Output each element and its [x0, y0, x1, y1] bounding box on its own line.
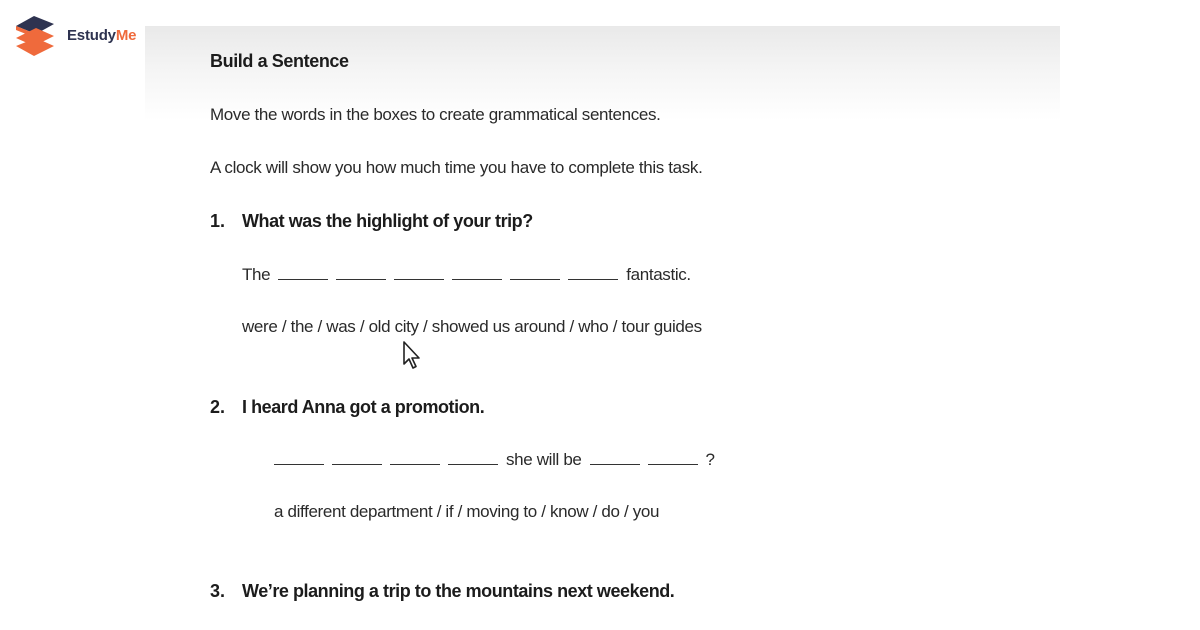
brand-name-part1: Estudy: [67, 26, 116, 44]
brand-name-part2: Me: [115, 26, 137, 44]
answer-blank[interactable]: [648, 450, 698, 465]
answer-blank[interactable]: [452, 265, 502, 280]
page-title: Build a Sentence: [210, 51, 349, 71]
question-2-sentence-middle: she will be: [506, 450, 582, 469]
question-1-number: 1.: [210, 211, 226, 231]
instruction-2: A clock will show you how much time you have to complete this task.: [210, 158, 703, 177]
question-2-number: 2.: [210, 397, 226, 417]
brand-logo: [12, 14, 136, 56]
question-1-prompt: What was the highlight of your trip?: [242, 211, 533, 231]
question-2-sentence: [274, 450, 715, 470]
question-2-sentence-end: ?: [705, 450, 715, 469]
answer-blank[interactable]: [448, 450, 498, 465]
answer-blank[interactable]: [590, 450, 640, 465]
question-3-number: 3.: [210, 581, 226, 601]
answer-blank[interactable]: [394, 265, 444, 280]
question-1-sentence-start: The: [242, 265, 271, 284]
question-2-word-bank[interactable]: a different department / if / moving to / know / do / you: [274, 502, 660, 521]
question-1-sentence-end: fantastic.: [626, 265, 691, 284]
estudyme-logo-icon: [12, 14, 58, 56]
question-1-sentence: [242, 265, 691, 285]
answer-blank[interactable]: [568, 265, 618, 280]
question-2-prompt: I heard Anna got a promotion.: [242, 397, 485, 417]
question-3-prompt: We’re planning a trip to the mountains next weekend.: [242, 581, 675, 601]
answer-blank[interactable]: [332, 450, 382, 465]
answer-blank[interactable]: [510, 265, 560, 280]
question-1-word-bank[interactable]: were / the / was / old city / showed us around / who / tour guides: [242, 317, 702, 336]
brand-name: [67, 27, 136, 44]
answer-blank[interactable]: [336, 265, 386, 280]
answer-blank[interactable]: [278, 265, 328, 280]
document-page: [145, 26, 1060, 630]
answer-blank[interactable]: [390, 450, 440, 465]
instruction-1: Move the words in the boxes to create grammatical sentences.: [210, 105, 661, 124]
answer-blank[interactable]: [274, 450, 324, 465]
mouse-pointer-icon: [402, 340, 422, 370]
